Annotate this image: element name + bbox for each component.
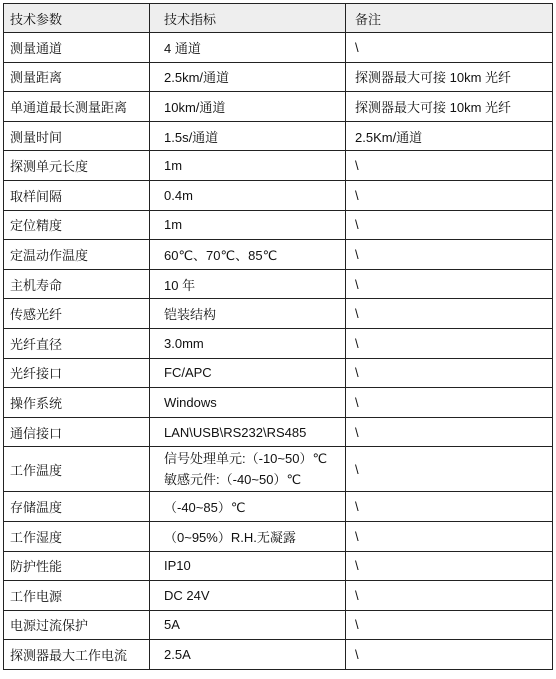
note-cell: \ xyxy=(346,417,553,447)
note-cell: \ xyxy=(346,358,553,388)
spec-cell: 60℃、70℃、85℃ xyxy=(150,240,346,270)
param-cell: 测量通道 xyxy=(4,33,150,63)
spec-cell: LAN\USB\RS232\RS485 xyxy=(150,417,346,447)
param-cell: 主机寿命 xyxy=(4,269,150,299)
spec-cell: 10 年 xyxy=(150,269,346,299)
spec-cell: 2.5A xyxy=(150,640,346,670)
spec-cell: DC 24V xyxy=(150,581,346,611)
spec-cell: 10km/通道 xyxy=(150,92,346,122)
note-cell: \ xyxy=(346,551,553,581)
table-row xyxy=(4,447,553,492)
spec-cell-multiline xyxy=(150,447,346,492)
header-note: 备注 xyxy=(346,4,553,33)
param-cell: 探测单元长度 xyxy=(4,151,150,181)
note-cell: \ xyxy=(346,299,553,329)
table-row xyxy=(4,151,553,181)
param-cell: 光纤接口 xyxy=(4,358,150,388)
note-cell: \ xyxy=(346,269,553,299)
spec-cell: IP10 xyxy=(150,551,346,581)
table-row xyxy=(4,180,553,210)
spec-cell: 1m xyxy=(150,151,346,181)
param-cell: 工作温度 xyxy=(4,447,150,492)
table-row xyxy=(4,33,553,63)
param-cell: 传感光纤 xyxy=(4,299,150,329)
table-row xyxy=(4,62,553,92)
spec-cell: 3.0mm xyxy=(150,328,346,358)
table-row xyxy=(4,299,553,329)
param-cell: 操作系统 xyxy=(4,388,150,418)
table-row xyxy=(4,121,553,151)
param-cell: 存储温度 xyxy=(4,492,150,522)
spec-line: 敏感元件:（-40~50）℃ xyxy=(164,472,302,488)
note-cell: 探测器最大可接 10km 光纤 xyxy=(346,92,553,122)
note-cell: \ xyxy=(346,210,553,240)
param-cell: 定位精度 xyxy=(4,210,150,240)
spec-cell: 5A xyxy=(150,610,346,640)
param-cell: 测量时间 xyxy=(4,121,150,151)
table-row xyxy=(4,269,553,299)
param-cell: 电源过流保护 xyxy=(4,610,150,640)
param-cell: 通信接口 xyxy=(4,417,150,447)
table-row xyxy=(4,92,553,122)
table-row xyxy=(4,610,553,640)
param-cell: 工作电源 xyxy=(4,581,150,611)
note-cell: 探测器最大可接 10km 光纤 xyxy=(346,62,553,92)
table-row xyxy=(4,388,553,418)
spec-cell: 0.4m xyxy=(150,180,346,210)
note-cell: \ xyxy=(346,610,553,640)
spec-cell: （0~95%）R.H.无凝露 xyxy=(150,521,346,551)
spec-cell: 2.5km/通道 xyxy=(150,62,346,92)
note-cell: \ xyxy=(346,447,553,492)
header-row xyxy=(4,4,553,33)
note-cell: 2.5Km/通道 xyxy=(346,121,553,151)
note-cell: \ xyxy=(346,640,553,670)
param-cell: 工作湿度 xyxy=(4,521,150,551)
table-row xyxy=(4,240,553,270)
table-row xyxy=(4,492,553,522)
spec-cell: 4 通道 xyxy=(150,33,346,63)
spec-cell: 1m xyxy=(150,210,346,240)
param-cell: 光纤直径 xyxy=(4,328,150,358)
note-cell: \ xyxy=(346,328,553,358)
table-row xyxy=(4,640,553,670)
table-row xyxy=(4,328,553,358)
table-row xyxy=(4,521,553,551)
spec-cell: Windows xyxy=(150,388,346,418)
note-cell: \ xyxy=(346,388,553,418)
spec-cell: 1.5s/通道 xyxy=(150,121,346,151)
param-cell: 单通道最长测量距离 xyxy=(4,92,150,122)
spec-cell: 铠装结构 xyxy=(150,299,346,329)
spec-cell: FC/APC xyxy=(150,358,346,388)
param-cell: 探测器最大工作电流 xyxy=(4,640,150,670)
table-row xyxy=(4,210,553,240)
header-spec: 技术指标 xyxy=(150,4,346,33)
note-cell: \ xyxy=(346,151,553,181)
spec-cell: （-40~85）℃ xyxy=(150,492,346,522)
table-row xyxy=(4,358,553,388)
param-cell: 取样间隔 xyxy=(4,180,150,210)
param-cell: 测量距离 xyxy=(4,62,150,92)
note-cell: \ xyxy=(346,240,553,270)
table-row xyxy=(4,551,553,581)
param-cell: 防护性能 xyxy=(4,551,150,581)
note-cell: \ xyxy=(346,180,553,210)
note-cell: \ xyxy=(346,581,553,611)
spec-line: 信号处理单元:（-10~50）℃ xyxy=(164,451,328,467)
param-cell: 定温动作温度 xyxy=(4,240,150,270)
note-cell: \ xyxy=(346,521,553,551)
note-cell: \ xyxy=(346,33,553,63)
table-row xyxy=(4,417,553,447)
note-cell: \ xyxy=(346,492,553,522)
header-param: 技术参数 xyxy=(4,4,150,33)
spec-table xyxy=(3,3,553,670)
table-row xyxy=(4,581,553,611)
